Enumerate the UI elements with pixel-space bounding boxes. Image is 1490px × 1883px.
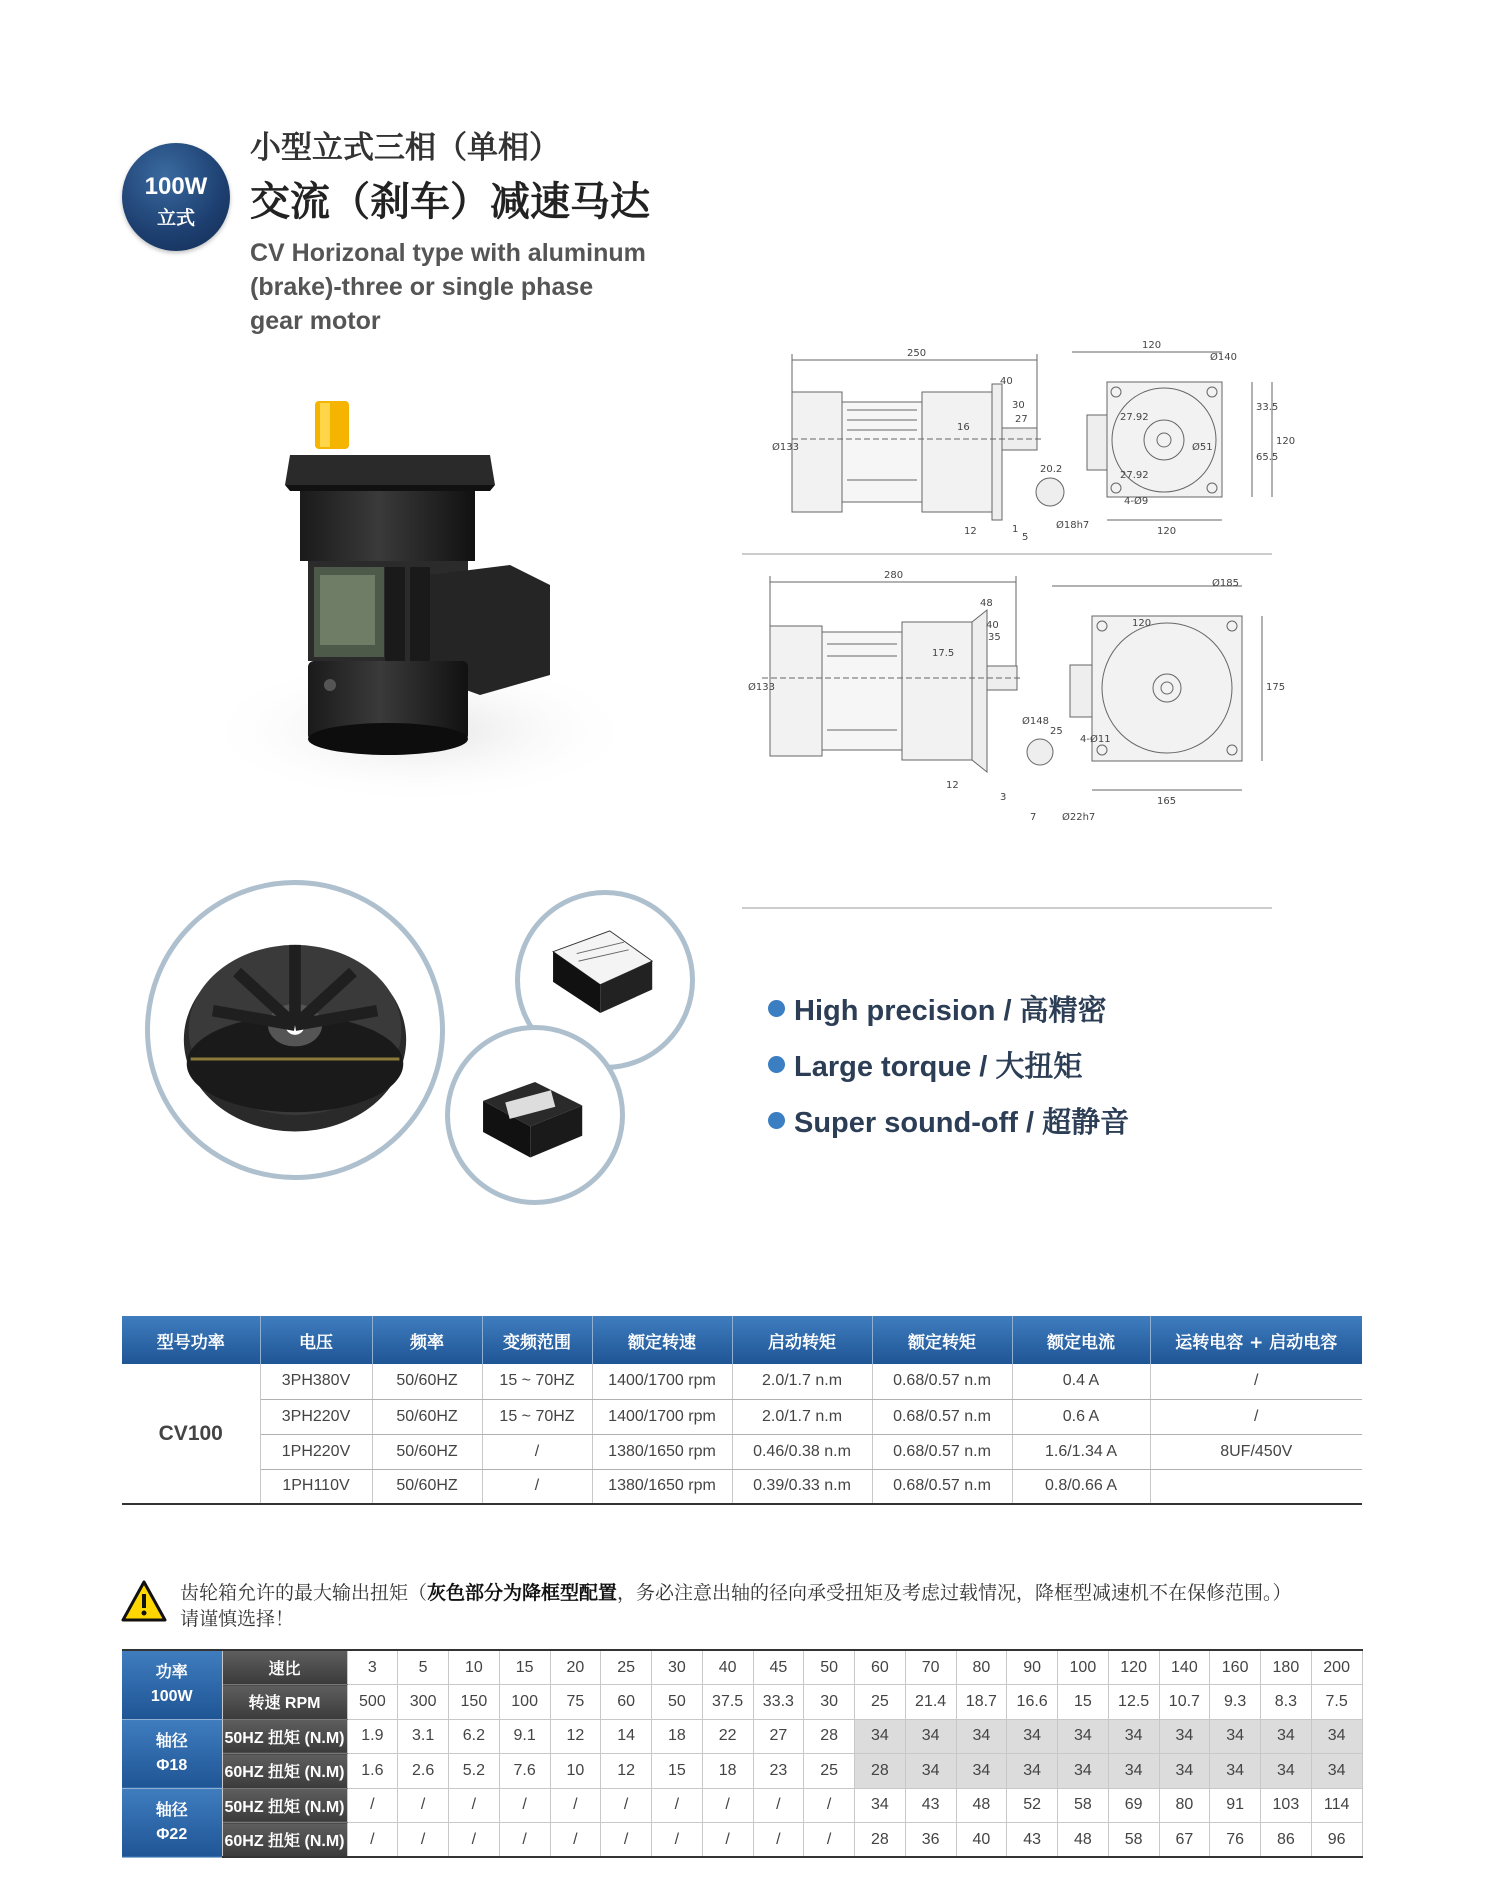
t60-label: 60HZ 扭矩 (N.M) — [222, 1823, 347, 1858]
torque-cell: 34 — [1058, 1719, 1109, 1754]
torque-cell: 30 — [652, 1650, 703, 1685]
table-cell: 1380/1650 rpm — [592, 1434, 732, 1469]
title-en-line3: gear motor — [250, 307, 381, 335]
torque-cell: / — [398, 1788, 449, 1823]
dim-top-key: 16 — [957, 422, 970, 433]
dim-top-length: 250 — [907, 348, 927, 359]
table-cell: / — [482, 1434, 592, 1469]
torque-cell: 12 — [601, 1754, 652, 1789]
dim-top-k1: 20.2 — [1040, 464, 1063, 475]
torque-cell: 27 — [753, 1719, 804, 1754]
torque-cell: 91 — [1210, 1788, 1261, 1823]
torque-cell: 34 — [1007, 1719, 1058, 1754]
t60-label: 60HZ 扭矩 (N.M) — [222, 1754, 347, 1789]
torque-cell: 3 — [347, 1650, 398, 1685]
spec-header: 频率 — [372, 1316, 482, 1364]
warning-line2: 请谨慎选择！ — [180, 1608, 295, 1630]
torque-cell: 100 — [499, 1685, 550, 1720]
shaft22-60hz-row — [122, 1823, 1362, 1858]
dim-top-k3: 5 — [1022, 532, 1029, 543]
dim-top-shaft: Ø18h7 — [1056, 520, 1090, 531]
model-cell: CV100 — [122, 1364, 260, 1504]
torque-cell: 50 — [804, 1650, 855, 1685]
torque-cell: 34 — [1311, 1719, 1362, 1754]
warning-pre: 齿轮箱允许的最大输出扭矩（ — [180, 1582, 428, 1604]
table-row — [122, 1364, 1362, 1399]
title-line2: 交流（刹车）减速马达 — [250, 179, 650, 225]
torque-cell: 48 — [956, 1788, 1007, 1823]
torque-cell: 150 — [449, 1685, 500, 1720]
table-cell: 50/60HZ — [372, 1364, 482, 1399]
torque-cell: 8.3 — [1261, 1685, 1312, 1720]
torque-cell: / — [449, 1823, 500, 1858]
torque-cell: / — [398, 1823, 449, 1858]
torque-cell: 28 — [855, 1823, 906, 1858]
torque-cell: 34 — [1159, 1754, 1210, 1789]
warning-text — [180, 1580, 1292, 1632]
torque-cell: 48 — [1058, 1823, 1109, 1858]
dim-top-side-dia: Ø140 — [1210, 352, 1237, 363]
torque-cell: 7.5 — [1311, 1685, 1362, 1720]
table-cell: 3PH380V — [260, 1364, 372, 1399]
torque-cell: 52 — [1007, 1788, 1058, 1823]
torque-cell: 45 — [753, 1650, 804, 1685]
table-cell: / — [1150, 1364, 1362, 1399]
torque-cell: 70 — [905, 1650, 956, 1685]
spec-header: 型号功率 — [122, 1316, 260, 1364]
dim-bottom-k2: 25 — [1050, 726, 1063, 737]
torque-cell: 10 — [550, 1754, 601, 1789]
torque-cell: 160 — [1210, 1650, 1261, 1685]
dim-bottom-length: 280 — [884, 570, 904, 581]
table-cell: 0.4 A — [1012, 1364, 1150, 1399]
dim-bottom-k3: 7 — [1030, 812, 1037, 823]
torque-cell: 5 — [398, 1650, 449, 1685]
torque-cell: 20 — [550, 1650, 601, 1685]
torque-cell: 140 — [1159, 1650, 1210, 1685]
torque-cell: 18.7 — [956, 1685, 1007, 1720]
torque-cell: 103 — [1261, 1788, 1312, 1823]
rpm-label: 转速 RPM — [222, 1685, 347, 1720]
torque-cell: 15 — [652, 1754, 703, 1789]
dim-top-v2: 65.5 — [1256, 452, 1279, 463]
table-cell: / — [482, 1469, 592, 1504]
torque-cell: 25 — [855, 1685, 906, 1720]
torque-cell: / — [601, 1823, 652, 1858]
table-cell: 0.68/0.57 n.m — [872, 1364, 1012, 1399]
torque-cell: 60 — [855, 1650, 906, 1685]
dim-bottom-dia: Ø133 — [748, 682, 775, 693]
torque-cell: 67 — [1159, 1823, 1210, 1858]
table-cell: 1400/1700 rpm — [592, 1364, 732, 1399]
dim-top-dia: Ø133 — [772, 442, 799, 453]
shaft22-label-cell: 轴径 Φ22 — [122, 1788, 222, 1857]
shaft22-50hz-row — [122, 1788, 1362, 1823]
torque-table — [122, 1649, 1363, 1858]
torque-cell: 28 — [855, 1754, 906, 1789]
torque-cell: 16.6 — [1007, 1685, 1058, 1720]
torque-cell: 18 — [702, 1754, 753, 1789]
ratio-label: 速比 — [222, 1650, 347, 1685]
torque-cell: 36 — [905, 1823, 956, 1858]
torque-cell: / — [804, 1823, 855, 1858]
torque-cell: 30 — [804, 1685, 855, 1720]
dim-top-holes: 4-Ø9 — [1124, 496, 1149, 507]
torque-cell: 34 — [1108, 1719, 1159, 1754]
torque-cell: 1.9 — [347, 1719, 398, 1754]
torque-cell: 100 — [1058, 1650, 1109, 1685]
torque-cell: / — [550, 1788, 601, 1823]
torque-cell: / — [753, 1788, 804, 1823]
bullet-icon — [768, 1112, 785, 1129]
shaft18-50hz-row — [122, 1719, 1362, 1754]
torque-cell: 58 — [1108, 1823, 1159, 1858]
table-cell: 0.8/0.66 A — [1012, 1469, 1150, 1504]
torque-cell: 75 — [550, 1685, 601, 1720]
dim-top-d2: 30 — [1012, 400, 1025, 411]
torque-cell: 40 — [956, 1823, 1007, 1858]
torque-cell: / — [702, 1823, 753, 1858]
table-cell: 50/60HZ — [372, 1434, 482, 1469]
table-cell: 50/60HZ — [372, 1469, 482, 1504]
controller-module-image — [445, 1025, 625, 1205]
table-row — [122, 1434, 1362, 1469]
spec-header-row — [122, 1316, 1362, 1364]
table-cell: 1PH220V — [260, 1434, 372, 1469]
table-cell: 0.6 A — [1012, 1399, 1150, 1434]
title-en-line2: (brake)-three or single phase — [250, 273, 594, 301]
torque-cell: 18 — [652, 1719, 703, 1754]
torque-cell: 2.6 — [398, 1754, 449, 1789]
table-cell: / — [1150, 1399, 1362, 1434]
torque-cell: 80 — [1159, 1788, 1210, 1823]
torque-cell: 80 — [956, 1650, 1007, 1685]
torque-cell: 300 — [398, 1685, 449, 1720]
table-cell: 15 ~ 70HZ — [482, 1399, 592, 1434]
dim-top-v3: 120 — [1276, 436, 1296, 447]
torque-cell: 10 — [449, 1650, 500, 1685]
table-cell: 1380/1650 rpm — [592, 1469, 732, 1504]
torque-cell: 28 — [804, 1719, 855, 1754]
torque-cell: 25 — [601, 1650, 652, 1685]
table-cell — [1150, 1469, 1362, 1504]
dim-bottom-d1: 48 — [980, 598, 993, 609]
torque-cell: 14 — [601, 1719, 652, 1754]
table-cell: 3PH220V — [260, 1399, 372, 1434]
dim-top-flange: 12 — [964, 526, 977, 537]
torque-cell: 58 — [1058, 1788, 1109, 1823]
torque-cell: / — [347, 1788, 398, 1823]
torque-cell: 34 — [956, 1719, 1007, 1754]
torque-cell: 50 — [652, 1685, 703, 1720]
title-english — [250, 236, 646, 338]
table-cell: 0.68/0.57 n.m — [872, 1434, 1012, 1469]
torque-cell: / — [702, 1788, 753, 1823]
torque-cell: / — [753, 1823, 804, 1858]
bullet-icon — [768, 1000, 785, 1017]
torque-cell: 1.6 — [347, 1754, 398, 1789]
gear-motor-image — [190, 395, 650, 815]
torque-cell: 200 — [1311, 1650, 1362, 1685]
torque-cell: 5.2 — [449, 1754, 500, 1789]
spec-table — [122, 1316, 1362, 1505]
torque-cell: 34 — [905, 1754, 956, 1789]
torque-cell: 40 — [702, 1650, 753, 1685]
dim-bottom-bottom: 165 — [1157, 796, 1177, 807]
torque-cell: 34 — [1007, 1754, 1058, 1789]
table-cell: 1PH110V — [260, 1469, 372, 1504]
torque-cell: / — [449, 1788, 500, 1823]
torque-cell: 60 — [601, 1685, 652, 1720]
torque-cell: 12.5 — [1108, 1685, 1159, 1720]
torque-cell: 120 — [1108, 1650, 1159, 1685]
torque-cell: 21.4 — [905, 1685, 956, 1720]
torque-cell: 34 — [1261, 1754, 1312, 1789]
torque-cell: 25 — [804, 1754, 855, 1789]
torque-cell: 34 — [1210, 1719, 1261, 1754]
torque-cell: / — [652, 1823, 703, 1858]
spec-header: 额定转矩 — [872, 1316, 1012, 1364]
power-badge — [122, 143, 230, 251]
torque-cell: 15 — [1058, 1685, 1109, 1720]
badge-type: 立式 — [156, 207, 195, 229]
torque-cell: / — [652, 1788, 703, 1823]
dim-bottom-flange: 12 — [946, 780, 959, 791]
torque-cell: 34 — [1058, 1754, 1109, 1789]
torque-cell: 34 — [1261, 1719, 1312, 1754]
torque-cell: 96 — [1311, 1823, 1362, 1858]
dim-top-d3: 27 — [1015, 414, 1028, 425]
power-label-cell: 功率 100W — [122, 1650, 222, 1719]
torque-cell: 34 — [956, 1754, 1007, 1789]
brake-disc-image — [145, 880, 445, 1180]
torque-cell: 7.6 — [499, 1754, 550, 1789]
torque-cell: 43 — [1007, 1823, 1058, 1858]
table-cell: 0.68/0.57 n.m — [872, 1399, 1012, 1434]
table-cell: 1.6/1.34 A — [1012, 1434, 1150, 1469]
bullet-icon — [768, 1056, 785, 1073]
dim-top-v1: 33.5 — [1256, 402, 1279, 413]
torque-cell: 34 — [1210, 1754, 1261, 1789]
torque-cell: 34 — [1159, 1719, 1210, 1754]
table-cell: 2.0/1.7 n.m — [732, 1399, 872, 1434]
dim-bottom-d2: 40 — [986, 620, 999, 631]
dim-top-side-width: 120 — [1142, 340, 1162, 351]
dim-top-h2: 27.92 — [1120, 470, 1149, 481]
table-cell: 2.0/1.7 n.m — [732, 1364, 872, 1399]
dim-bottom-k1: 3 — [1000, 792, 1007, 803]
dim-top-h1: 27.92 — [1120, 412, 1149, 423]
dim-top-d1: 40 — [1000, 376, 1013, 387]
dimension-drawings — [732, 310, 1362, 910]
torque-cell: 23 — [753, 1754, 804, 1789]
torque-cell: 114 — [1311, 1788, 1362, 1823]
dim-top-k2: 1 — [1012, 524, 1019, 535]
table-row — [122, 1469, 1362, 1504]
dim-top-bottom: 120 — [1157, 526, 1177, 537]
dim-bottom-v1: 175 — [1266, 682, 1286, 693]
dim-bottom-side-width: 120 — [1132, 618, 1152, 629]
torque-cell: 33.3 — [753, 1685, 804, 1720]
warning-bold: 灰色部分为降框型配置 — [427, 1582, 618, 1604]
torque-cell: / — [550, 1823, 601, 1858]
torque-cell: 10.7 — [1159, 1685, 1210, 1720]
warning-post: ，务必注意出轴的径向承受扭矩及考虑过载情况，降框型减速机不在保修范围。） — [617, 1582, 1292, 1604]
rpm-row — [122, 1685, 1362, 1720]
torque-cell: 37.5 — [702, 1685, 753, 1720]
spec-header: 额定转速 — [592, 1316, 732, 1364]
torque-cell: 9.1 — [499, 1719, 550, 1754]
table-cell: 0.39/0.33 n.m — [732, 1469, 872, 1504]
t50-label: 50HZ 扭矩 (N.M) — [222, 1719, 347, 1754]
dim-bottom-key: 17.5 — [932, 648, 955, 659]
title-en-line1: CV Horizonal type with aluminum — [250, 239, 646, 267]
t50-label: 50HZ 扭矩 (N.M) — [222, 1788, 347, 1823]
dim-bottom-side-dia: Ø185 — [1212, 578, 1239, 589]
torque-cell: 69 — [1108, 1788, 1159, 1823]
badge-power: 100W — [144, 173, 208, 200]
dim-bottom-shaft: Ø22h7 — [1062, 812, 1096, 823]
torque-cell: 86 — [1261, 1823, 1312, 1858]
torque-cell: / — [804, 1788, 855, 1823]
title-line1: 小型立式三相（单相） — [250, 130, 560, 166]
torque-cell: 90 — [1007, 1650, 1058, 1685]
torque-cell: 9.3 — [1210, 1685, 1261, 1720]
torque-cell: 43 — [905, 1788, 956, 1823]
torque-cell: 34 — [905, 1719, 956, 1754]
shaft18-label-cell: 轴径 Φ18 — [122, 1719, 222, 1788]
spec-header: 变频范围 — [482, 1316, 592, 1364]
table-cell: 8UF/450V — [1150, 1434, 1362, 1469]
spec-header: 额定电流 — [1012, 1316, 1150, 1364]
torque-cell: 12 — [550, 1719, 601, 1754]
dim-top-pcd: Ø51 — [1192, 442, 1213, 453]
table-cell: 0.68/0.57 n.m — [872, 1469, 1012, 1504]
torque-cell: 180 — [1261, 1650, 1312, 1685]
torque-cell: 15 — [499, 1650, 550, 1685]
torque-cell: 500 — [347, 1685, 398, 1720]
dim-bottom-d3: 35 — [988, 632, 1001, 643]
torque-cell: 6.2 — [449, 1719, 500, 1754]
table-row — [122, 1399, 1362, 1434]
torque-cell: / — [499, 1788, 550, 1823]
torque-cell: 34 — [855, 1788, 906, 1823]
torque-cell: 3.1 — [398, 1719, 449, 1754]
spec-header: 启动转矩 — [732, 1316, 872, 1364]
dim-bottom-holes: 4-Ø11 — [1080, 734, 1111, 745]
shaft18-60hz-row — [122, 1754, 1362, 1789]
dim-bottom-dia2: Ø148 — [1022, 716, 1049, 727]
torque-cell: / — [347, 1823, 398, 1858]
torque-cell: 34 — [1108, 1754, 1159, 1789]
table-cell: 50/60HZ — [372, 1399, 482, 1434]
spec-header: 运转电容 + 启动电容 — [1150, 1316, 1362, 1364]
spec-header: 电压 — [260, 1316, 372, 1364]
table-cell: 15 ~ 70HZ — [482, 1364, 592, 1399]
ratio-row — [122, 1650, 1362, 1685]
torque-cell: / — [499, 1823, 550, 1858]
torque-cell: / — [601, 1788, 652, 1823]
torque-cell: 22 — [702, 1719, 753, 1754]
torque-cell: 34 — [855, 1719, 906, 1754]
torque-cell: 34 — [1311, 1754, 1362, 1789]
warning-icon — [120, 1579, 168, 1623]
table-cell: 0.46/0.38 n.m — [732, 1434, 872, 1469]
torque-cell: 76 — [1210, 1823, 1261, 1858]
table-cell: 1400/1700 rpm — [592, 1399, 732, 1434]
